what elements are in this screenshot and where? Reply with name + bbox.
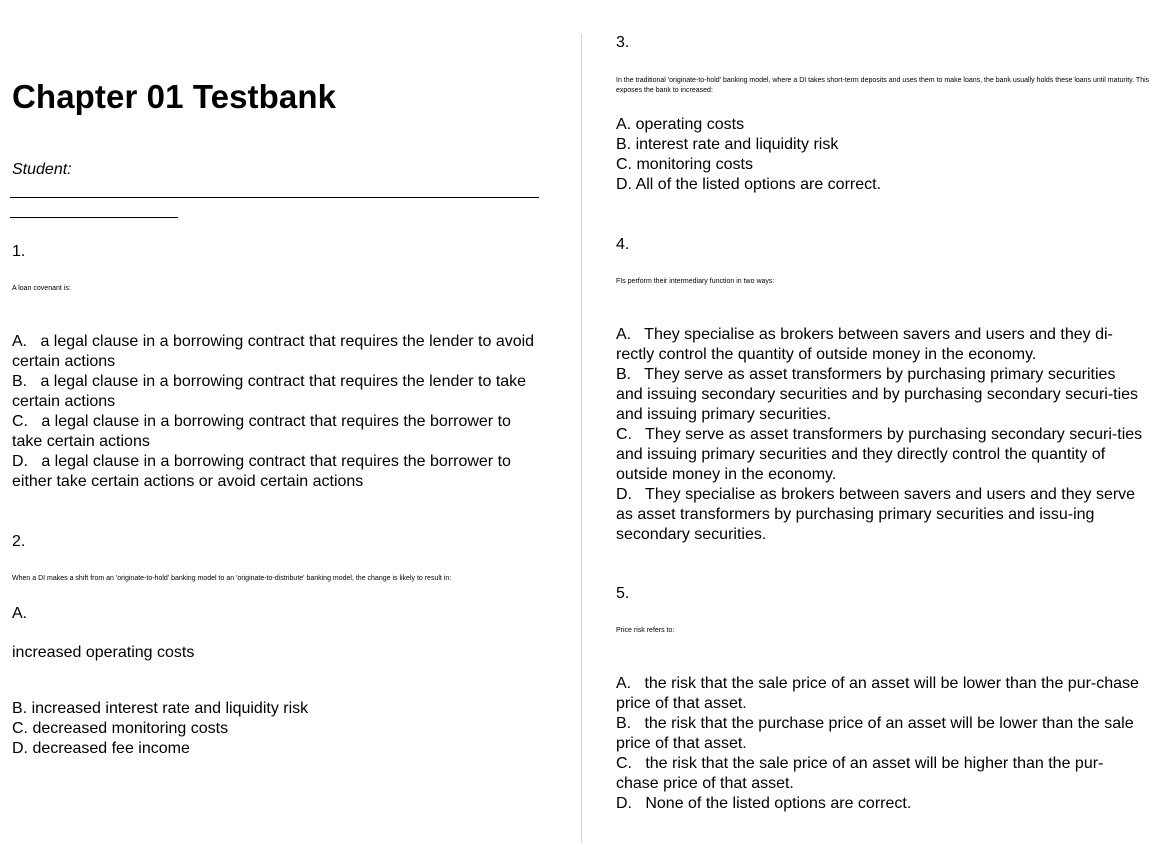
question-4-option-d: D. They specialise as brokers between savers and users and they serve as asset transformers by purchasing primary securities and issu-ing secondary securities.: [616, 486, 1136, 543]
question-2-option-b: B. increased interest rate and liquidity risk: [12, 700, 309, 717]
question-3-option-c: C. monitoring costs: [616, 156, 753, 173]
question-1-option-a: A. a legal clause in a borrowing contract that requires the lender to avoid certain actions: [12, 333, 535, 370]
question-5-option-c: C. the risk that the sale price of an asset will be higher than the pur-chase price of that asset.: [616, 755, 1104, 792]
student-name-line-continued: [10, 217, 178, 218]
column-divider: [581, 34, 582, 843]
student-name-line: [10, 197, 539, 198]
page-title: Chapter 01 Testbank: [12, 78, 337, 115]
question-3-option-a: A. operating costs: [616, 116, 745, 133]
question-2-option-c: C. decreased monitoring costs: [12, 720, 229, 737]
question-5-option-b: B. the risk that the purchase price of an asset will be lower than the sale price of that asset.: [616, 715, 1134, 752]
question-3-text: In the traditional 'originate-to-hold' banking model, where a DI takes short-term deposits and uses them to make loans, the bank usually holds these loans until maturity. This exposes the bank to increased:: [616, 77, 1150, 94]
question-4-options: [616, 325, 1146, 545]
question-1-option-b: B. a legal clause in a borrowing contract that requires the lender to take certain actions: [12, 373, 527, 410]
question-2-number: 2.: [12, 533, 26, 550]
question-1-text: A loan covenant is:: [12, 285, 71, 292]
question-5-options: [616, 674, 1146, 814]
question-1-option-d: D. a legal clause in a borrowing contract that requires the borrower to either take certain actions or avoid certain actions: [12, 453, 511, 490]
question-3-option-d: D. All of the listed options are correct.: [616, 176, 882, 193]
question-5-option-d: D. None of the listed options are correct.: [616, 795, 912, 812]
question-4-text: FIs perform their intermediary function in two ways:: [616, 278, 775, 285]
question-4-number: 4.: [616, 236, 630, 253]
question-4-option-c: C. They serve as asset transformers by purchasing secondary securi-ties and issuing primary securities and they directly control the quantity of outside money in the economy.: [616, 426, 1143, 483]
question-2-option-a-text: increased operating costs: [12, 644, 195, 661]
question-5-option-a: A. the risk that the sale price of an asset will be lower than the pur-chase price of that asset.: [616, 675, 1139, 712]
question-2-option-d: D. decreased fee income: [12, 740, 190, 757]
question-3-number: 3.: [616, 34, 630, 51]
question-2-option-a-letter: A.: [12, 605, 28, 622]
question-1-number: 1.: [12, 243, 26, 260]
question-3-options: [616, 115, 1146, 195]
question-5-number: 5.: [616, 585, 630, 602]
question-5-text: Price risk refers to:: [616, 627, 675, 634]
student-label: Student:: [12, 161, 72, 178]
question-4-option-a: A. They specialise as brokers between savers and users and they di-rectly control the quantity of outside money in the economy.: [616, 326, 1113, 363]
question-2-text: When a DI makes a shift from an 'originate-to-hold' banking model to an 'originate-to-distribute' banking model, the change is likely to result in:: [12, 575, 452, 582]
question-1-option-c: C. a legal clause in a borrowing contract that requires the borrower to take certain actions: [12, 413, 511, 450]
question-4-option-b: B. They serve as asset transformers by purchasing primary securities and issuing secondary securities and by purchasing secondary securi-ties and issuing primary securities.: [616, 366, 1139, 423]
question-2-options: [12, 699, 542, 759]
question-3-option-b: B. interest rate and liquidity risk: [616, 136, 839, 153]
question-1-options: [12, 332, 542, 492]
